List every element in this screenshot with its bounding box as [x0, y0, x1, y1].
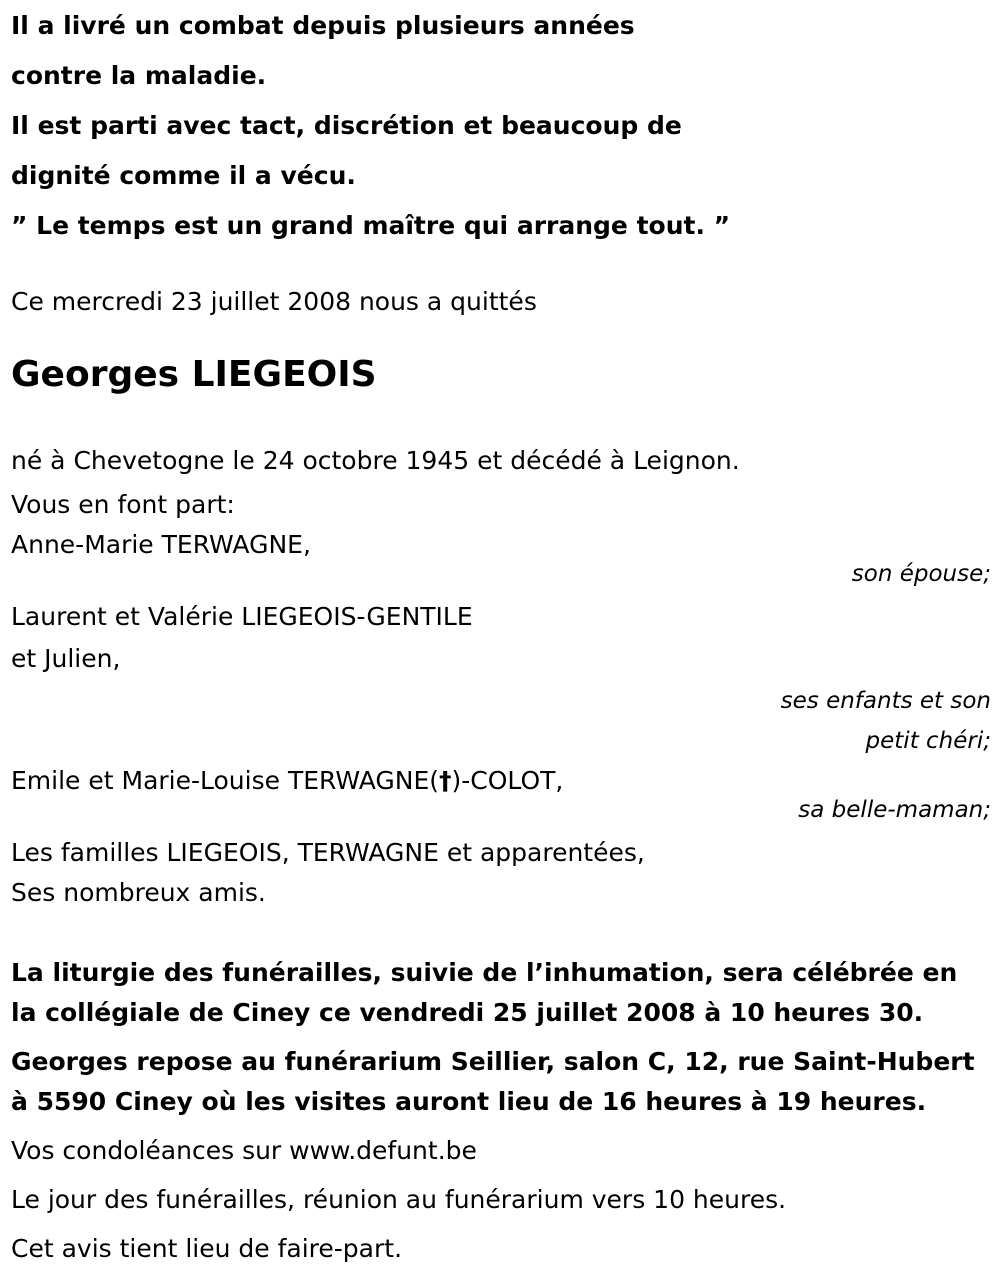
children-names-cont: et Julien, — [11, 644, 121, 673]
announcement: Ce mercredi 23 juillet 2008 nous a quittés — [11, 287, 537, 316]
intro-line: dignité comme il a vécu. — [11, 161, 356, 190]
mother-in-law-name-part: )-COLOT, — [451, 766, 564, 795]
condolences-info: Vos condoléances sur www.defunt.be — [11, 1136, 477, 1165]
intro-line: Il est parti avec tact, discrétion et beaucoup de — [11, 111, 682, 140]
intro-quote: ” Le temps est un grand maître qui arrange tout. ” — [11, 211, 731, 240]
mother-in-law-name-part: Emile et Marie-Louise TERWAGNE( — [11, 766, 440, 795]
families: Les familles LIEGEOIS, TERWAGNE et apparentées, — [11, 838, 645, 867]
funeral-liturgy: La liturgie des funérailles, suivie de l’inhumation, sera célébrée en la collégiale de Ciney ce vendredi 25 juillet 2008 à 10 heures 30. — [11, 958, 958, 1027]
spouse-role: son épouse; — [851, 561, 991, 587]
intro-line: contre la maladie. — [11, 61, 267, 90]
intro-line: Il a livré un combat depuis plusieurs années — [11, 11, 635, 40]
spouse-name: Anne-Marie TERWAGNE, — [11, 530, 311, 559]
notice-info: Cet avis tient lieu de faire-part. — [11, 1234, 403, 1263]
notify-intro: Vous en font part: — [11, 490, 235, 519]
obituary-notice — [11, 0, 991, 1269]
mother-in-law-role: sa belle-maman; — [798, 797, 991, 823]
deceased-name: Georges LIEGEOIS — [11, 354, 377, 395]
children-role-cont: petit chéri; — [865, 728, 991, 754]
birth-death-info: né à Chevetogne le 24 octobre 1945 et décédé à Leignon. — [11, 446, 740, 475]
children-names: Laurent et Valérie LIEGEOIS-GENTILE — [11, 602, 473, 631]
funeral-rest-location: Georges repose au funérarium Seillier, salon C, 12, rue Saint-Hubert à 5590 Ciney où les visites auront lieu de 16 heures à 19 heures. — [11, 1047, 975, 1116]
meeting-info: Le jour des funérailles, réunion au funérarium vers 10 heures. — [11, 1185, 787, 1214]
friends: Ses nombreux amis. — [11, 878, 266, 907]
children-role: ses enfants et son — [780, 688, 991, 714]
cross-icon: † — [439, 766, 452, 795]
intro-text — [11, 0, 991, 251]
